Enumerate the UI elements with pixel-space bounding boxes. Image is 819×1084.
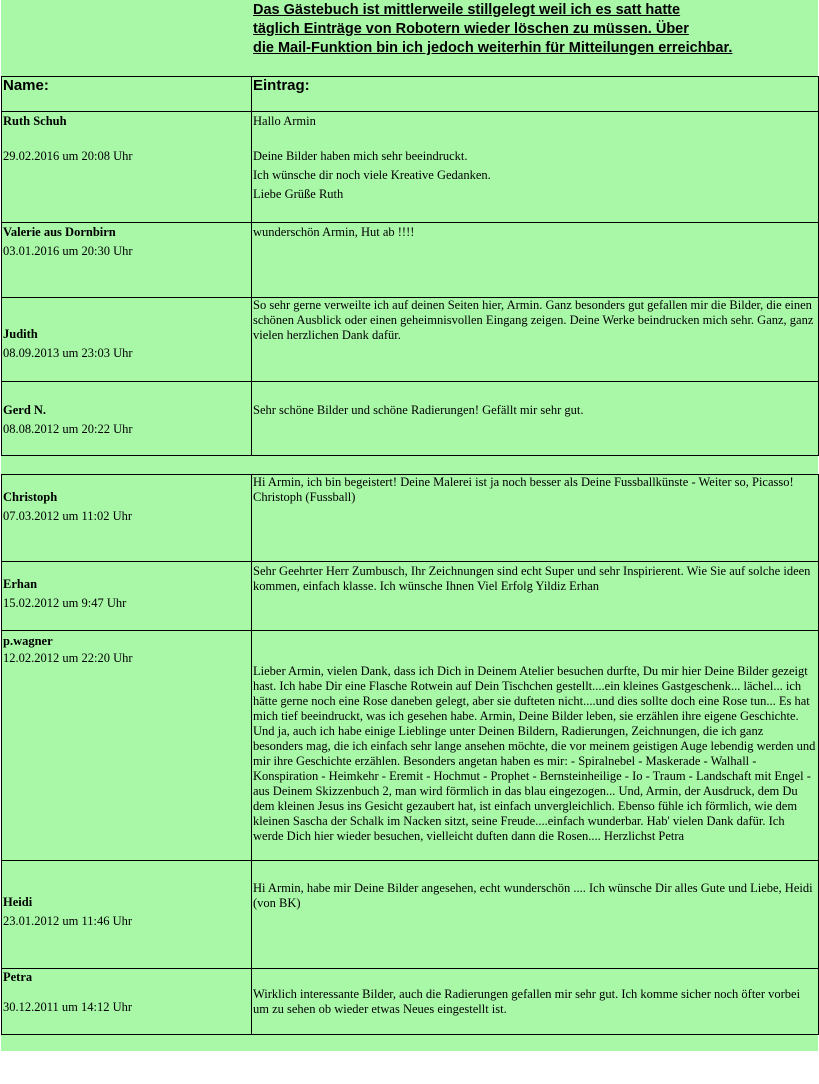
entry-name: Petra [3, 970, 33, 984]
guestbook-page [1, 0, 818, 1051]
entry-text: Sehr schöne Bilder und schöne Radierungen! Gefällt mir sehr gut. [253, 403, 584, 417]
header-entry: Eintrag: [252, 77, 819, 96]
table-row [2, 223, 819, 298]
header-name: Name: [2, 77, 252, 96]
entry-date: 30.12.2011 um 14:12 Uhr [3, 1000, 133, 1014]
entry-date: 12.02.2012 um 22:20 Uhr [3, 651, 133, 665]
entry-text: Hi Armin, ich bin begeistert! Deine Malerei ist ja noch besser als Deine Fussballkünste - Weiter so, Picasso! Christoph (Fussball) [253, 475, 794, 504]
entry-text: Sehr Geehrter Herr Zumbusch, Ihr Zeichnungen sind echt Super und sehr Inspirierent. Wie Sie auf solche ideen kommen, einfach klasse. Ich wünsche Ihnen Viel Erfolg Yildiz Erhan [253, 564, 811, 593]
table-row [2, 112, 819, 223]
table-row [2, 562, 819, 631]
entry-date: 29.02.2016 um 20:08 Uhr [3, 149, 133, 163]
entry-name: Christoph [3, 490, 58, 504]
entry-text: Hallo Armin [253, 114, 316, 128]
entry-name: Valerie aus Dornbirn [3, 225, 116, 239]
table-row [2, 475, 819, 562]
table-row [2, 631, 819, 861]
table-row [2, 969, 819, 1035]
entry-date: 15.02.2012 um 9:47 Uhr [3, 596, 127, 610]
notice-line-3: die Mail-Funktion bin ich jedoch weiterhin für Mitteilungen erreichbar. [253, 40, 733, 56]
entry-text: Wirklich interessante Bilder, auch die Radierungen gefallen mir sehr gut. Ich komme sicher noch öfter vorbei um zu sehen ob wieder etwas Neues eingestellt ist. [253, 987, 801, 1016]
entry-date: 23.01.2012 um 11:46 Uhr [3, 914, 133, 928]
entry-text: Deine Bilder haben mich sehr beeindruckt. [253, 149, 468, 163]
entry-name: Ruth Schuh [3, 114, 67, 128]
entry-text: Ich wünsche dir noch viele Kreative Gedanken. [253, 168, 491, 182]
entry-text: So sehr gerne verweilte ich auf deinen Seiten hier, Armin. Ganz besonders gut gefallen mir die Bilder, die einen schönen Ausblick oder einen geheimnisvollen Eingang zeigen. Deine Werke beindrucken mich sehr. Ganz, ganz vielen herzlichen Dank dafür. [253, 298, 814, 342]
entry-text: Liebe Grüße Ruth [253, 187, 344, 201]
entry-date: 08.08.2012 um 20:22 Uhr [3, 422, 133, 436]
header-row [2, 77, 819, 96]
guestbook-table-2 [1, 474, 819, 1035]
notice-line-2: täglich Einträge von Robotern wieder löschen zu müssen. Über [253, 21, 689, 37]
notice-line-1: Das Gästebuch ist mittlerweile stillgelegt weil ich es satt hatte [253, 2, 681, 18]
entry-date: 08.09.2013 um 23:03 Uhr [3, 346, 133, 360]
entry-text: wunderschön Armin, Hut ab !!!! [253, 225, 415, 239]
entry-name: Gerd N. [3, 403, 47, 417]
entry-date: 07.03.2012 um 11:02 Uhr [3, 509, 133, 523]
guestbook-closed-notice [253, 1, 813, 58]
table-row [2, 382, 819, 456]
table-row [2, 298, 819, 382]
spacer-row [2, 95, 819, 112]
entry-name: Erhan [3, 577, 38, 591]
guestbook-table-1 [1, 76, 819, 456]
entry-text: Lieber Armin, vielen Dank, dass ich Dich in Deinem Atelier besuchen durfte, Du mir hier Deine Bilder gezeigt hast. Ich habe Dir eine Flasche Rotwein auf Dein Tischchen gestellt....ein kleines Gastgeschenk... lächel... ich hätte gerne noch eine Rose daneben gelegt, aber sie dufteten nicht....und dies sollte doch eine Rose tun... Es hat mich tief beeindruckt, was ich gesehen habe. Armin, Deine Bilder leben, sie erzählen ihre eigene Geschichte. Und ja, auch ich habe einige Lieblinge unter Deinen Bildern, Radierungen, Zeichnungen, die ich ganz besonders mag, die ich einfach sehr lange ansehen möchte, die vor meinem geistigen Auge lebendig werden und mir ihre Geschichte erzählen. Besonders angetan haben es mir: - Spiralnebel - Maskerade - Walhall - Konspiration - Heimkehr - Eremit - Hochmut - Prophet - Bernsteinheilige - Io - Traum - Landschaft mit Engel - aus Deinem Skizzenbuch 2, man wird förmlich in das blau eingezogen... Und, Armin, der Ausdruck, dem Du dem kleinen Jesus ins Gesicht gezaubert hat, ist einfach unvergleichlich. Ebenso fühle ich förmlich, wie dem kleinen Sascha der Schalk im Nacken sitzt, seine Freude....einfach wunderbar. Hab' vielen Dank dafür. Ich werde Dich hier wieder besuchen, vielleicht duften dann die Rosen.... Herzlichst Petra [253, 664, 816, 843]
table-row [2, 861, 819, 969]
entry-name: p.wagner [3, 634, 53, 648]
entry-text: Hi Armin, habe mir Deine Bilder angesehen, echt wunderschön .... Ich wünsche Dir alles Gute und Liebe, Heidi (von BK) [253, 881, 813, 910]
entry-date: 03.01.2016 um 20:30 Uhr [3, 244, 133, 258]
entry-name: Judith [3, 327, 38, 341]
entry-name: Heidi [3, 895, 33, 909]
